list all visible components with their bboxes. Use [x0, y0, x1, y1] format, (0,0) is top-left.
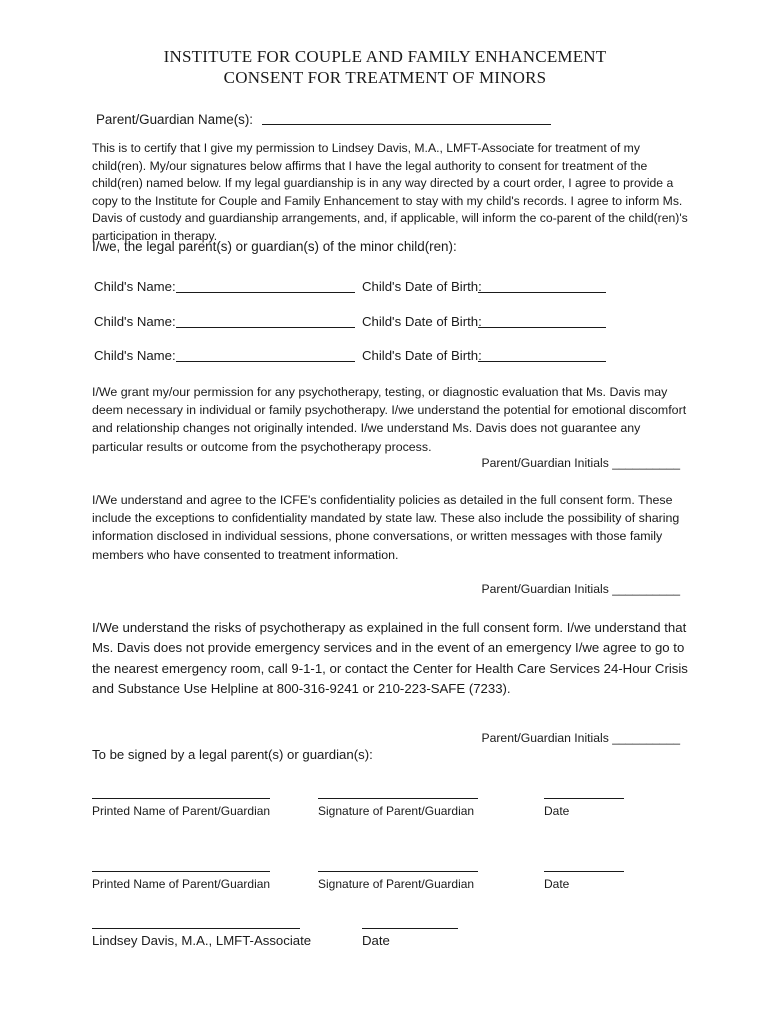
- guardian-name-label: Parent/Guardian Name(s):: [96, 112, 254, 127]
- child-dob-field[interactable]: [478, 292, 606, 293]
- signature-label: Signature of Parent/Guardian: [318, 877, 475, 891]
- signature-field[interactable]: [318, 871, 478, 872]
- risks-initials-field[interactable]: Parent/Guardian Initials __________: [481, 731, 680, 745]
- child-dob-label: Child's Date of Birth:: [362, 314, 482, 329]
- printed-name-field[interactable]: [92, 871, 270, 872]
- risks-paragraph: I/We understand the risks of psychotherapy as explained in the full consent form. I/we understand that Ms. Davis does not provide emergency services and in the event of an emergency I/we agree to go to the nearest emergency room, call 9-1-1, or contact the Center for Health Care Services 24-Hour Crisis and Substance Use Helpline at 800-316-9241 or 210-223-SAFE (7233).: [92, 620, 688, 697]
- printed-name-field[interactable]: [92, 798, 270, 799]
- child-name-label: Child's Name:: [94, 314, 176, 329]
- date-field[interactable]: [544, 798, 624, 799]
- child-dob-label: Child's Date of Birth:: [362, 279, 482, 294]
- child-name-label: Child's Name:: [94, 348, 176, 363]
- date-label: Date: [544, 804, 570, 818]
- clinician-date-label: Date: [362, 933, 390, 948]
- signature-instructions: To be signed by a legal parent(s) or guardian(s):: [92, 747, 373, 762]
- printed-name-label: Printed Name of Parent/Guardian: [92, 804, 271, 818]
- guardian-name-field[interactable]: [262, 124, 551, 125]
- child-name-label: Child's Name:: [94, 279, 176, 294]
- clinician-name-label: Lindsey Davis, M.A., LMFT-Associate: [92, 933, 312, 948]
- child-name-field[interactable]: [176, 361, 355, 362]
- printed-name-label: Printed Name of Parent/Guardian: [92, 877, 271, 891]
- intro-paragraph: This is to certify that I give my permission to Lindsey Davis, M.A., LMFT-Associate for treatment of my child(ren). My/our signatures below affirms that I have the legal authority to consent for treatment of the child(ren) named below. If my legal guardianship is in any way directed by a court order, I agree to provide a copy to the Institute for Couple and Family Enhancement to stay with my child's records. I agree to inform Ms. Davis of custody and guardianship arrangements, and, if applicable, will inform the co-parent of the child(ren)'s participation in therapy.: [92, 141, 688, 243]
- legal-parent-statement: I/we, the legal parent(s) or guardian(s) of the minor child(ren):: [92, 239, 457, 254]
- clinician-signature-field[interactable]: [92, 928, 300, 929]
- psychotherapy-initials-field[interactable]: Parent/Guardian Initials __________: [481, 456, 680, 470]
- signature-label: Signature of Parent/Guardian: [318, 804, 475, 818]
- psychotherapy-consent-paragraph: I/We grant my/our permission for any psychotherapy, testing, or diagnostic evaluation that Ms. Davis may deem necessary in individual or family psychotherapy. I/we understand the potential for emotional discomfort and relationship changes not originally intended. I/we understand Ms. Davis does not guarantee any particular results or outcome from the psychotherapy process.: [92, 385, 687, 454]
- date-label: Date: [544, 877, 570, 891]
- document-title-line1: INSTITUTE FOR COUPLE AND FAMILY ENHANCEMENT: [163, 47, 607, 66]
- confidentiality-paragraph: I/We understand and agree to the ICFE's confidentiality policies as detailed in the full consent form. These include the exceptions to confidentiality mandated by state law. These also include the possibility of sharing information disclosed in individual sessions, phone conversations, or written messages with those family members who have consented to treatment information.: [92, 493, 680, 562]
- child-name-field[interactable]: [176, 327, 355, 328]
- document-title-line2: CONSENT FOR TREATMENT OF MINORS: [223, 68, 547, 87]
- clinician-date-field[interactable]: [362, 928, 458, 929]
- signature-field[interactable]: [318, 798, 478, 799]
- confidentiality-initials-field[interactable]: Parent/Guardian Initials __________: [481, 582, 680, 596]
- child-name-field[interactable]: [176, 292, 355, 293]
- child-dob-label: Child's Date of Birth:: [362, 348, 482, 363]
- date-field[interactable]: [544, 871, 624, 872]
- child-dob-field[interactable]: [478, 327, 606, 328]
- child-dob-field[interactable]: [478, 361, 606, 362]
